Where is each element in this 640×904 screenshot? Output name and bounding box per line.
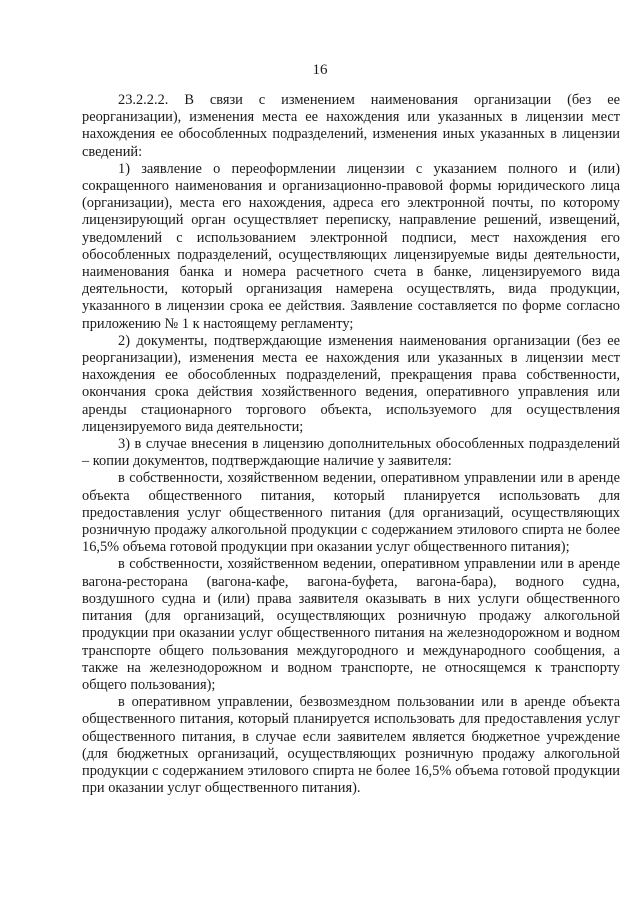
paragraph-item-3: 3) в случае внесения в лицензию дополнительных обособленных подразделений – копии документов, подтверждающие наличие у заявителя: bbox=[82, 436, 620, 470]
paragraph-subitem-budget-institution: в оперативном управлении, безвозмездном пользовании или в аренде объекта общественного питания, который планируется использовать для предоставления услуг общественного питания, в случае если заявителем является бюджетное учреждение (для бюджетных организаций, осуществляющих розничную продажу алкогольной продукции с содержанием этилового спирта не более 16,5% объема готовой продукции при оказании услуг общественного питания). bbox=[82, 694, 620, 797]
paragraph-subitem-public-catering: в собственности, хозяйственном ведении, оперативном управлении или в аренде объекта общественного питания, который планируется использовать для предоставления услуг общественного питания (для организаций, осуществляющих розничную продажу алкогольной продукции с содержанием этилового спирта не более 16,5% объема готовой продукции при оказании услуг общественного питания); bbox=[82, 470, 620, 556]
paragraph-item-2: 2) документы, подтверждающие изменения наименования организации (без ее реорганизации), изменения места ее нахождения или указанных в лицензии мест нахождения ее обособленных подразделений, прекращения права собственности, окончания срока действия хозяйственного ведения, оперативного управления или аренды стационарного торгового объекта, используемого для осуществления лицензируемого вида деятельности; bbox=[82, 332, 620, 435]
document-body bbox=[82, 92, 620, 797]
paragraph-item-1: 1) заявление о переоформлении лицензии с указанием полного и (или) сокращенного наименования и организационно-правовой формы юридического лица (организации), места его нахождения, адреса его электронной почты, по которому лицензирующий орган осуществляет переписку, направление решений, извещений, уведомлений с использованием электронной подписи, мест нахождения его обособленных подразделений, осуществляющих лицензируемые виды деятельности, наименования банка и номера расчетного счета в банке, лицензируемого вида деятельности, который организация намерена осуществлять, вида продукции, указанного в лицензии срока ее действия. Заявление составляется по форме согласно приложению № 1 к настоящему регламенту; bbox=[82, 160, 620, 332]
paragraph-23-2-2-2: 23.2.2.2. В связи с изменением наименования организации (без ее реорганизации), изменения места ее нахождения или указанных в лицензии мест нахождения ее обособленных подразделений, изменения иных указанных в лицензии сведений: bbox=[82, 92, 620, 160]
paragraph-subitem-transport: в собственности, хозяйственном ведении, оперативном управлении или в аренде вагона-ресторана (вагона-кафе, вагона-буфета, вагона-бара), водного судна, воздушного судна и (или) права заявителя оказывать в них услуги общественного питания (для организаций, осуществляющих розничную продажу алкогольной продукции при оказании услуг общественного питания на железнодорожном и водном транспорте общего пользования междугородного и международного сообщения, а также на железнодорожном и водном транспорте, не относящемся к транспорту общего пользования); bbox=[82, 556, 620, 693]
page-number: 16 bbox=[312, 62, 328, 78]
